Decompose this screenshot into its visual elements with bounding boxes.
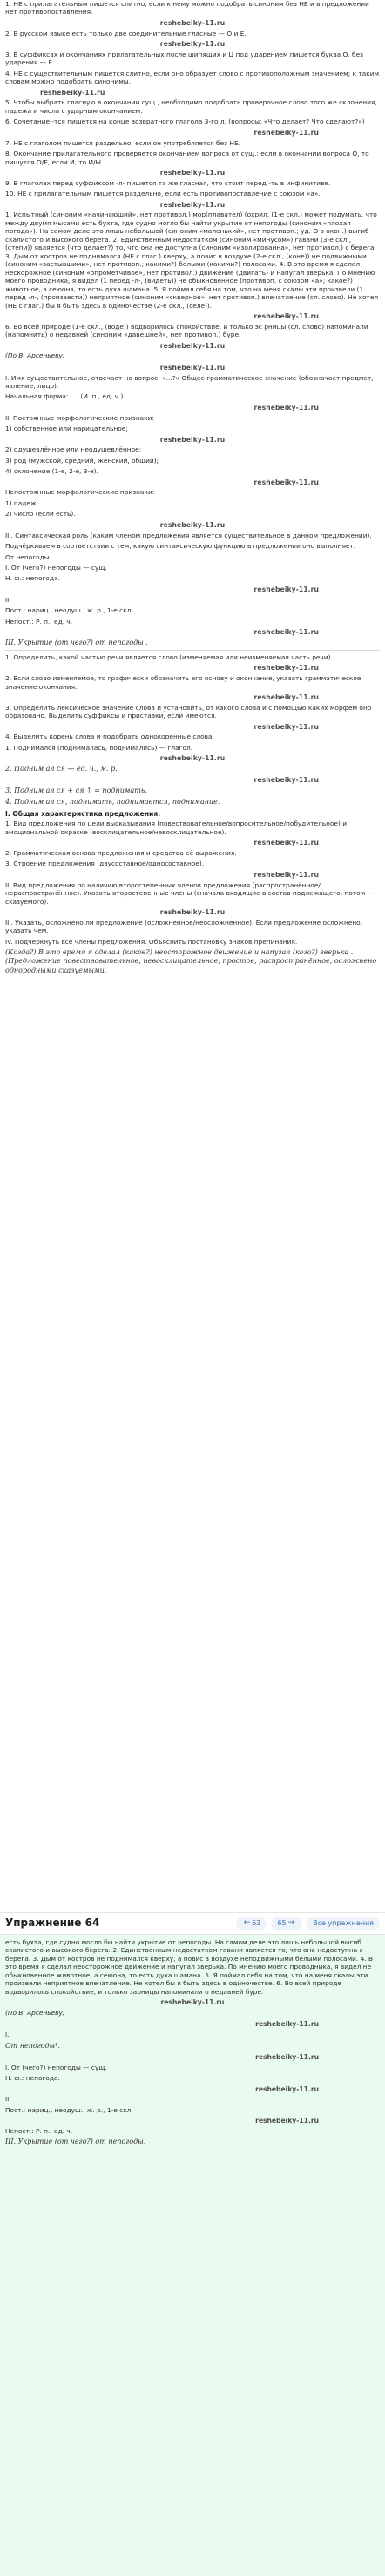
answer-analysis-2: От непогоды¹. (5, 2041, 60, 2050)
answer-analysis-1: I. (5, 2031, 10, 2039)
top-section (0, 0, 385, 975)
analysis-7: 4) склонение (1-е, 2-е, 3-е). (5, 467, 98, 476)
syntax-6: IV. Подчеркнуть все члены предложения. Объяснить постановку знаков препинания. (5, 937, 298, 946)
watermark: reshebeiky-11.ru (159, 200, 226, 209)
syntax-7: (Когда?) В это время я сделал (какое?) неосторожное движение и напугал (кого?) зверька . (Предложение повествовательное, невосклицательное, простое, распространённое, осложнено однородными сказуемыми. (5, 948, 377, 974)
syntax-3: 3. Строение предложения (двусоставное/односоставное). (5, 860, 205, 868)
watermark: reshebeiky-11.ru (40, 88, 105, 97)
watermark: reshebeiky-11.ru (253, 585, 319, 593)
rule-5: 5. Чтобы выбрать гласную в окончании сущ., необходимо подобрать проверочное слово того же склонения, падежа и числа с ударным окончанием. (5, 98, 377, 115)
analysis-8: Непостоянные морфологические признаки: (5, 488, 155, 497)
watermark: reshebeiky-11.ru (253, 722, 319, 731)
analysis-12: Подчёркиваем в соответствии с тем, какую синтаксическую функцию в предложении оно выполняет. (5, 542, 356, 551)
next-exercise-button[interactable] (271, 1917, 302, 1930)
watermark: reshebeiky-11.ru (160, 1998, 225, 2007)
watermark: reshebeiky-11.ru (159, 40, 226, 49)
rule-3: 3. В суффиксах и окончаниях прилагательных после шипящих и Ц под ударением пишется буква О, без ударения — Е. (5, 50, 364, 67)
syntax-2: 2. Грамматическая основа предложения и средства её выражения. (5, 848, 237, 857)
exercise-title: Упражнение 64 (5, 1917, 100, 1930)
analysis-16: II. (5, 595, 11, 604)
task-1: 1. Определить, какой частью речи является слово (изменяемая или неизменяемая часть речи). (5, 652, 333, 661)
next-exercise-label: 65 (277, 1918, 287, 1927)
analysis-19: III. Укрытие (от чего?) от непогоды . (5, 638, 148, 646)
answer-analysis-4: Н. ф.: непогода. (5, 2074, 60, 2083)
author-credit: (По В. Арсеньеву) (5, 351, 65, 360)
answer-analysis-5: II. (5, 2095, 11, 2104)
watermark: reshebeiky-11.ru (253, 128, 319, 137)
prev-exercise-label: 63 (252, 1918, 261, 1927)
answer-analysis-7: Непост.: Р. п., ед. ч. (5, 2126, 73, 2135)
rule-2: 2. В русском языке есть только две соединительные гласные — О и Е. (5, 29, 247, 37)
watermark: reshebeiky-11.ru (255, 2117, 319, 2125)
rule-7: 7. НЕ с глаголом пишется раздельно, если он употребляется без НЕ. (5, 138, 241, 147)
watermark: reshebeiky-11.ru (159, 520, 226, 529)
watermark: reshebeiky-11.ru (255, 2084, 319, 2093)
watermark: reshebeiky-11.ru (159, 754, 226, 763)
task-7: 3. Подним ал ся + ся ↑ = поднимать. (5, 786, 147, 795)
answer-author-credit: (По В. Арсеньеву) (5, 2009, 65, 2017)
watermark: reshebeiky-11.ru (253, 311, 319, 320)
watermark: reshebeiky-11.ru (253, 839, 319, 847)
watermark: reshebeiky-11.ru (159, 341, 226, 350)
watermark: reshebeiky-11.ru (159, 435, 226, 444)
task-2: 2. Если слово изменяемое, то графически обозначить его основу и окончание, указать грамматическое значение окончания. (5, 674, 361, 691)
arrow-left-icon: ← (243, 1918, 251, 1928)
analysis-9: 1) падеж; (5, 498, 39, 507)
analysis-18: Непост.: Р. п., ед. ч. (5, 617, 73, 626)
watermark: reshebeiky-11.ru (253, 403, 319, 411)
answer-analysis-6: Пост.: нариц., неодуш., ж. р., 1-е скл. (5, 2105, 133, 2114)
watermark: reshebeiky-11.ru (159, 168, 226, 177)
syntax-4: II. Вид предложения по наличию второстепенных членов предложения (распространённое/нераспространённое). Указать второстепенные члены (сначала входящие в состав подлежащего, потом — сказуемого). (5, 880, 374, 906)
all-exercises-button[interactable]: Все упражнения (307, 1917, 380, 1930)
prev-exercise-button[interactable] (236, 1917, 267, 1930)
watermark: reshebeiky-11.ru (255, 2052, 319, 2061)
syntax-1: 1. Вид предложения по цели высказывания (повествовательное/вопросительное/побудительное) и эмоциональной окраске (восклицательное/невосклицательное). (5, 820, 348, 836)
answer-section (0, 1935, 385, 2576)
analysis-10: 2) число (если есть). (5, 510, 76, 519)
watermark: reshebeiky-11.ru (255, 2020, 319, 2029)
text-paragraph-2: 6. Во всей природе (1-е скл., (воде)) водворилось спокойствие, и только эс рницы (сл. слово) напоминали (напомнить) о недавней (синоним «давешней», нет противоп.) буре. (5, 322, 368, 339)
analysis-6: 3) род (мужской, средний, женский, общий); (5, 456, 159, 465)
rule-9: 9. В глаголах перед суффиксом -л- пишется та же гласная, что стоит перед -ть в инфинитиве. (5, 178, 331, 187)
rule-6: 6. Сочетание -тся пишется на конце возвратного глагола 3-го л. (вопросы: «Что делает? Что сделают?») (5, 117, 365, 126)
syntax-heading: I. Общая характеристика предложения. (5, 809, 161, 818)
analysis-1: I. Имя существительное, отвечает на вопрос: «...?» Общее грамматическое значение (обозначает предмет, явление, лицо). (5, 373, 374, 390)
answer-analysis-3: I. От (чего?) непогоды — сущ. (5, 2063, 107, 2071)
analysis-14: I. От (чего?) непогоды — сущ. (5, 563, 107, 572)
watermark: reshebeiky-11.ru (253, 664, 319, 672)
divider (5, 650, 380, 651)
watermark: reshebeiky-11.ru (253, 776, 319, 785)
analysis-15: Н. ф.: непогода. (5, 574, 60, 583)
watermark: reshebeiky-11.ru (253, 693, 319, 702)
task-8: 4. Подним ал ся, поднимать, поднимается, поднимание. (5, 798, 220, 806)
task-3: 3. Определить лексическое значение слова и установить, от какого слова и с помощью каких морфем оно образовано. Выделить суффиксы и приставки, если имеются. (5, 703, 372, 720)
task-4: 4. Выделить корень слова и подобрать однокоренные слова. (5, 733, 214, 741)
rule-4: 4. НЕ с существительным пишется слитно, если оно образует слово с противоположным значением; к таким словам можно подобрать синонимы. (5, 69, 380, 86)
analysis-11: III. Синтаксическая роль (каким членом предложения является существительное в данном предложении). (5, 531, 372, 539)
rule-10: 10. НЕ с прилагательным пишется раздельно, если есть противопоставление с союзом «а». (5, 190, 321, 198)
watermark: reshebeiky-11.ru (159, 18, 226, 27)
task-5: 1. Поднимался (поднималась, поднимались) — глагол. (5, 743, 193, 752)
rule-8: 8. Окончание прилагательного проверяется окончанием вопроса от сущ.: если в окончании вопроса О, то пишутся О/Е, если И, то И/Ы. (5, 150, 369, 166)
analysis-17: Пост.: нариц., неодуш., ж. р., 1-е скл. (5, 606, 133, 615)
analysis-2: Начальная форма: .... (И. п., ед. ч.). (5, 392, 125, 401)
answer-analysis-8: III. Укрытие (от чего?) от непогоды. (5, 2138, 146, 2146)
task-6: 2. Подним ал ся — ед. ч., м. р. (5, 765, 118, 773)
watermark: reshebeiky-11.ru (159, 908, 226, 916)
arrow-right-icon: → (287, 1918, 295, 1928)
analysis-5: 2) одушевлённое или неодушевлённое; (5, 445, 142, 454)
exercise-nav-bar (0, 1912, 385, 1935)
answer-text: есть бухта, где судно могло бы найти укрытие от непогоды. На самом деле это лишь небольшой выгиб скалистого и высокого берега. 2. Единственным недостатком гавани является то, что она недоступна с берега. 3. Дым от костров не поднимался кверху, а повис в воздухе неподвижными белыми полосами. 4. В это время я сделал неосторожное движение и напугал зверька. По мнению моего проводника, я видел не обыкновенное животное, а сеюона, то есть духа шамана. 5. Я поймал себя на том, что на меня скалы эти произвели неприятное впечатление. Не хотел бы я быть здесь в одиночестве. 6. Во всей природе водворилось спокойствие, и только зарницы напоминали о недавней буре. (5, 1938, 374, 1996)
analysis-3: II. Постоянные морфологические признаки: (5, 413, 154, 422)
watermark: reshebeiky-11.ru (253, 478, 319, 486)
watermark: reshebeiky-11.ru (253, 870, 319, 879)
syntax-5: III. Указать, осложнено ли предложение (осложнённое/неосложнённое). Если предложение осложнено, указать чем. (5, 918, 363, 935)
watermark: reshebeiky-11.ru (159, 363, 226, 371)
analysis-13: От непогоды. (5, 552, 51, 561)
text-paragraph-1: 1. Испытный (синоним «начинающий», нет противол.) мор(плавател) (охрил, (1-е скл.) может подумать, что между двумя мысами есть бухта, где судно могло бы найти укрытие от непогоды (синоним «плохая погода»). На самом деле это лишь небольшой (синоним «маленький», нет противоп.; уд. О в окон.) выгиб скалистого и высокого берега. 2. Единственным недостатком (синоним «минусом») гавани (3-е скл., (степи)) является (что делает?) то, что она не доступна (синоним «изолированна», нет противол.) с берега. 3. Дым от костров не поднимался (НЕ с глаг.) кверху, а повис в воздухе (2-е скл., (коне)) не подвижными (синоним «застывшими», нет противоп.; какими?) белыми (какими?) полосами. 4. В это время я сделал нескорожное (синоним «опрометчивое», нет противол.) движение (двигать) и напугал зверька. По мнению моего проводника, я видел (1 перед -л-, (видеть)) не обыкновенное (противоп. с союзом «а»; какое?) животное, а сеюона, то есть духа шамана. 5. Я поймал себя на том, что на меня скалы эти произвели (1 перед -л-, (произвести)) неприятное (синоним «скверное», нет противоп.) впечатление (сл. слово). Не хотел (НЕ с глаг.) бы я быть здесь в одиночестве (2-е скл., (селе)). (5, 211, 379, 310)
rule-1: 1. НЕ с прилагательным пишется слитно, если к нему можно подобрать синоним без НЕ и в предложении нет противопоставления. (5, 0, 369, 17)
watermark: reshebeiky-11.ru (253, 628, 319, 637)
analysis-4: 1) собственное или нарицательное; (5, 425, 128, 433)
